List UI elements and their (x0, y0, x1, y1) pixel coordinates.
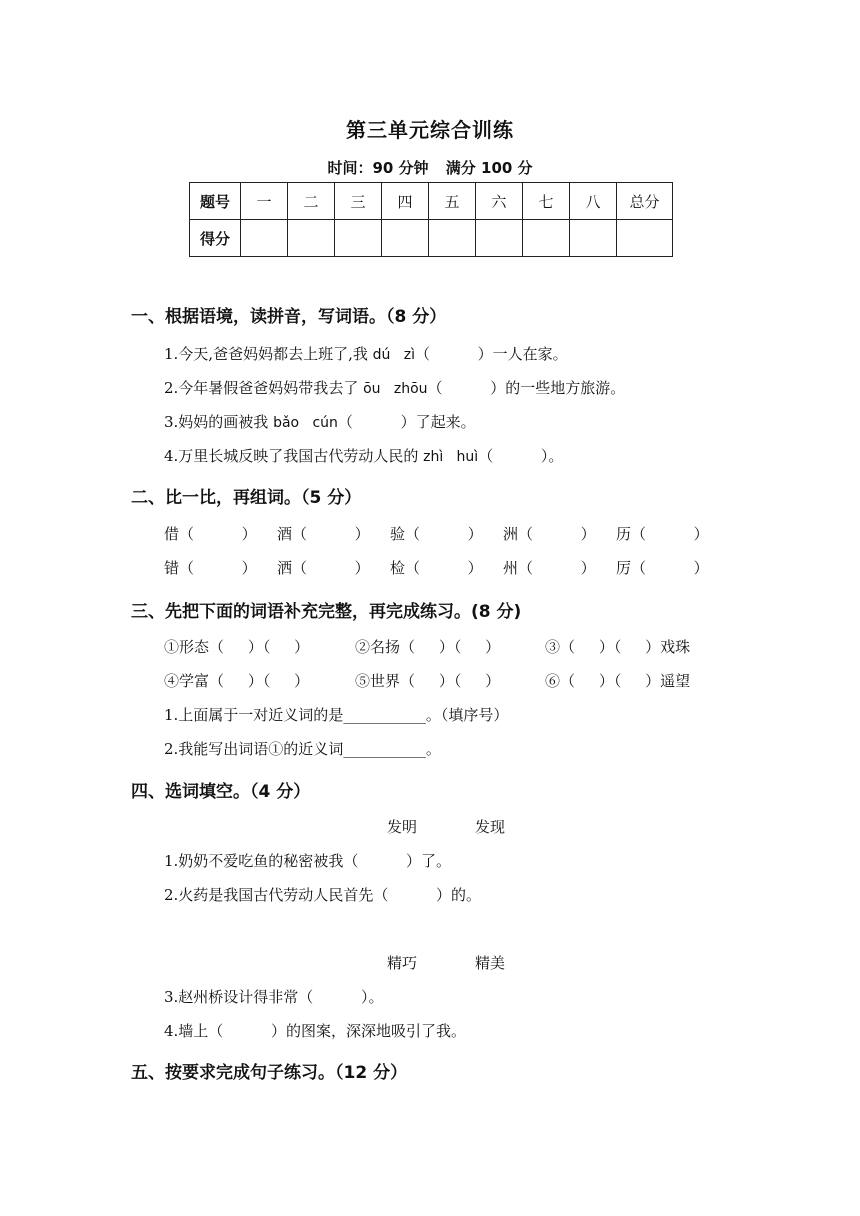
score-header-cell: 三 (335, 183, 382, 220)
pinyin: ōu zhōu (363, 381, 428, 397)
score-cell[interactable] (476, 220, 523, 257)
s1-question-1 (164, 343, 568, 364)
word-choice: 精美 (475, 954, 506, 972)
section-4-title: 四、选词填空。（4 分） (131, 782, 311, 802)
word-blank[interactable]: 州（ ） (503, 559, 596, 577)
score-cell[interactable] (241, 220, 288, 257)
word-blank[interactable]: 洒（ ） (277, 559, 370, 577)
word-blank[interactable]: 酒（ ） (277, 525, 370, 543)
question-text: 1.今天,爸爸妈妈都去上班了,我 (164, 345, 373, 363)
word-choice: 精巧 (387, 954, 418, 972)
s4-question-2[interactable]: 2.火药是我国古代劳动人民首先（ ）的。 (164, 886, 481, 904)
idiom-blank[interactable]: ⑥（ ）（ ）遥望 (545, 672, 691, 690)
score-cell[interactable] (288, 220, 335, 257)
idiom-blank[interactable]: ②名扬（ ）（ ） (355, 638, 501, 656)
word-blank[interactable]: 洲（ ） (503, 525, 596, 543)
answer-blank[interactable]: （ ）的一些地方旅游。 (427, 379, 626, 397)
word-blank[interactable]: 错（ ） (164, 559, 257, 577)
pinyin: bǎo cún (273, 415, 338, 431)
word-blank[interactable]: 历（ ） (616, 525, 709, 543)
page-title: 第三单元综合训练 (346, 118, 514, 142)
idiom-blank[interactable]: ④学富（ ）（ ） (164, 672, 310, 690)
s1-question-3 (164, 411, 476, 432)
section-1-title: 一、根据语境，读拼音，写词语。（8 分） (131, 307, 447, 327)
score-header-cell: 七 (523, 183, 570, 220)
pinyin: zhì huì (423, 449, 479, 465)
exam-full-score: 满分 100 分 (445, 159, 533, 177)
exam-time: 时间：90 分钟 (327, 159, 429, 177)
score-header-cell: 六 (476, 183, 523, 220)
section-5-title: 五、按要求完成句子练习。（12 分） (131, 1063, 408, 1083)
score-header-cell: 题号 (190, 183, 241, 220)
section-2-title: 二、比一比，再组词。（5 分） (131, 488, 362, 508)
score-row-label: 得分 (190, 220, 241, 257)
question-text: 3.妈妈的画被我 (164, 413, 274, 431)
word-blank[interactable]: 检（ ） (390, 559, 483, 577)
idiom-blank[interactable]: ③（ ）（ ）戏珠 (545, 638, 691, 656)
score-header-cell: 八 (570, 183, 617, 220)
word-choice: 发现 (475, 818, 506, 836)
score-cell[interactable] (335, 220, 382, 257)
score-table (189, 182, 673, 257)
score-cell[interactable] (617, 220, 673, 257)
s1-question-2 (164, 377, 625, 398)
score-table-row (190, 220, 673, 257)
score-table-header-row (190, 183, 673, 220)
s3-question-2[interactable]: 2.我能写出词语①的近义词___________。 (164, 740, 441, 758)
word-blank[interactable]: 厉（ ） (616, 559, 709, 577)
answer-blank[interactable]: （ ）一人在家。 (414, 345, 568, 363)
s4-question-1[interactable]: 1.奶奶不爱吃鱼的秘密被我（ ）了。 (164, 852, 451, 870)
score-cell[interactable] (570, 220, 617, 257)
word-blank[interactable]: 借（ ） (164, 525, 257, 543)
answer-blank[interactable]: （ ）。 (478, 447, 564, 465)
question-text: 2.今年暑假爸爸妈妈带我去了 (164, 379, 364, 397)
score-cell[interactable] (429, 220, 476, 257)
score-header-cell: 总分 (617, 183, 673, 220)
s1-question-4 (164, 445, 563, 466)
s4-question-3[interactable]: 3.赵州桥设计得非常（ ）。 (164, 988, 384, 1006)
score-cell[interactable] (382, 220, 429, 257)
score-header-cell: 一 (241, 183, 288, 220)
section-3-title: 三、先把下面的词语补充完整，再完成练习。(8 分) (131, 602, 522, 622)
question-text: 4.万里长城反映了我国古代劳动人民的 (164, 447, 424, 465)
s4-question-4[interactable]: 4.墙上（ ）的图案，深深地吸引了我。 (164, 1022, 466, 1040)
score-header-cell: 四 (382, 183, 429, 220)
score-header-cell: 二 (288, 183, 335, 220)
idiom-blank[interactable]: ①形态（ ）（ ） (164, 638, 310, 656)
exam-meta (0, 157, 860, 178)
word-choice: 发明 (387, 818, 418, 836)
answer-blank[interactable]: （ ）了起来。 (337, 413, 476, 431)
score-header-cell: 五 (429, 183, 476, 220)
score-cell[interactable] (523, 220, 570, 257)
s3-question-1[interactable]: 1.上面属于一对近义词的是___________。（填序号） (164, 706, 509, 724)
pinyin: dú zì (372, 347, 415, 363)
word-blank[interactable]: 验（ ） (390, 525, 483, 543)
idiom-blank[interactable]: ⑤世界（ ）（ ） (355, 672, 501, 690)
